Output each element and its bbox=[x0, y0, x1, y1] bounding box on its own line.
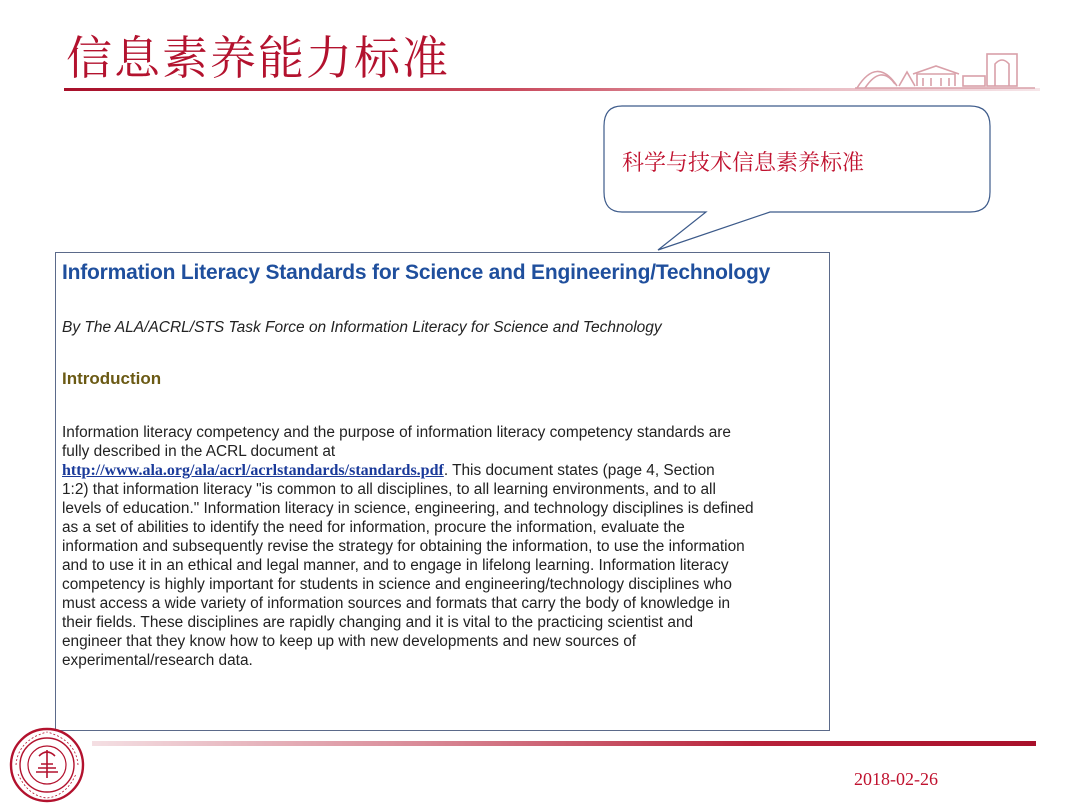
paragraph-line: information and subsequently revise the strategy for obtaining the information, to use the information bbox=[62, 538, 745, 555]
speech-bubble bbox=[600, 104, 992, 254]
document-subheading: Introduction bbox=[62, 369, 162, 388]
paragraph-line: experimental/research data. bbox=[62, 652, 253, 669]
paragraph-line-rest: . This document states (page 4, Section bbox=[443, 462, 715, 479]
document-excerpt bbox=[55, 252, 830, 731]
document-byline: By The ALA/ACRL/STS Task Force on Information Literacy for Science and Technology bbox=[62, 319, 662, 336]
paragraph-line: Information literacy competency and the purpose of information literacy competency standards are bbox=[62, 424, 731, 441]
document-paragraph bbox=[62, 423, 754, 670]
footer-rule bbox=[92, 741, 1036, 746]
paragraph-line: their fields. These disciplines are rapidly changing and it is vital to the practicing scientist and bbox=[62, 614, 694, 631]
paragraph-line: 1:2) that information literacy "is common to all disciplines, to all learning environments, and to all bbox=[62, 481, 716, 498]
paragraph-line: fully described in the ACRL document at bbox=[62, 443, 336, 460]
paragraph-line: as a set of abilities to identify the need for information, procure the information, evaluate the bbox=[62, 519, 685, 536]
university-seal-icon bbox=[8, 726, 86, 804]
document-heading: Information Literacy Standards for Science and Engineering/Technology bbox=[62, 261, 771, 284]
paragraph-line: must access a wide variety of information sources and formats that carry the body of knowledge in bbox=[62, 595, 731, 612]
slide-title: 信息素养能力标准 bbox=[66, 31, 450, 85]
slide-date: 2018-02-26 bbox=[854, 769, 938, 789]
paragraph-line bbox=[62, 461, 754, 480]
paragraph-line: engineer that they know how to keep up with new developments and new sources of bbox=[62, 633, 637, 650]
paragraph-line: levels of education." Information literacy in science, engineering, and technology disciplines is defined bbox=[62, 500, 754, 517]
paragraph-line: and to use it in an ethical and legal manner, and to engage in lifelong learning. Information literacy bbox=[62, 557, 729, 574]
sjtu-building-outline-icon bbox=[855, 46, 1035, 90]
callout-text: 科学与技术信息素养标准 bbox=[622, 151, 865, 176]
standards-pdf-link[interactable]: http://www.ala.org/ala/acrl/acrlstandards/standards.pdf bbox=[62, 462, 444, 479]
paragraph-line: competency is highly important for students in science and engineering/technology disciplines who bbox=[62, 576, 732, 593]
